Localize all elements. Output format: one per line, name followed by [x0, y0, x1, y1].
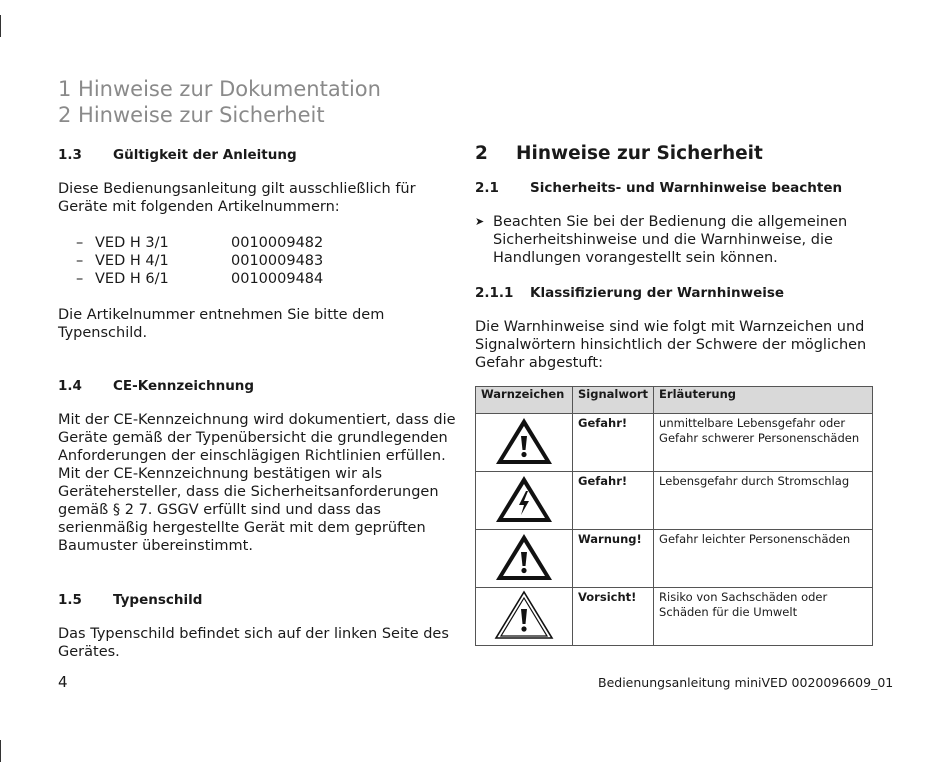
warning-sign-cell: [476, 530, 573, 588]
article-number-note: Die Artikelnummer entnehmen Sie bitte dem Typenschild.: [58, 307, 385, 341]
section-title: Sicherheits- und Warnhinweise beachten: [530, 180, 843, 196]
article-number-list: [58, 234, 458, 288]
section-title: Klassifizierung der Warnhinweise: [530, 285, 785, 301]
section-title: Hinweise zur Sicherheit: [516, 143, 763, 164]
warning-table: [475, 386, 873, 646]
heading-2: [475, 143, 875, 164]
page-number: 4: [58, 673, 68, 691]
outlined-exclamation-warning-icon: [494, 590, 554, 640]
section-title: Typenschild: [113, 592, 203, 608]
arrow-bullet-icon: ➤: [475, 215, 485, 228]
table-row: [476, 414, 873, 472]
exclamation-warning-icon: [494, 532, 554, 582]
section-title: CE-Kennzeichnung: [113, 378, 255, 394]
table-row: [476, 588, 873, 646]
table-row: [476, 530, 873, 588]
section-number: 1.5: [58, 592, 82, 608]
section-number: 2.1: [475, 180, 499, 196]
page-header: [58, 76, 381, 128]
list-item: – VED H 6/1 0010009484: [76, 271, 324, 287]
explanation: unmittelbare Lebensgefahr oder Gefahr schwerer Personenschäden: [654, 414, 873, 472]
column-header: Signalwort: [573, 387, 654, 414]
heading-1-5: [58, 592, 458, 608]
electric-shock-warning-icon: [494, 474, 554, 524]
model-name: VED H 3/1: [95, 235, 169, 251]
left-column: [58, 147, 458, 661]
warning-classification-text: Die Warnhinweise sind wie folgt mit Warnzeichen und Signalwörtern hinsichtlich der Schwere der möglichen Gefahr abgestuft:: [475, 319, 867, 371]
section-number: 2: [475, 143, 488, 164]
warning-sign-cell: [476, 588, 573, 646]
list-item: – VED H 3/1 0010009482: [76, 235, 324, 251]
validity-intro: Diese Bedienungsanleitung gilt ausschließlich für Geräte mit folgenden Artikelnummern:: [58, 181, 416, 215]
document-reference: Bedienungsanleitung miniVED 0020096609_01: [598, 675, 894, 690]
heading-1-3: [58, 147, 458, 163]
right-column: [475, 143, 875, 646]
warning-sign-cell: [476, 472, 573, 530]
type-plate-text: Das Typenschild befindet sich auf der linken Seite des Gerätes.: [58, 626, 449, 660]
section-number: 1.4: [58, 378, 82, 394]
exclamation-warning-icon: [494, 416, 554, 466]
explanation: Gefahr leichter Personenschäden: [654, 530, 873, 588]
explanation: Lebensgefahr durch Stromschlag: [654, 472, 873, 530]
signal-word: Warnung!: [573, 530, 654, 588]
table-row: [476, 472, 873, 530]
section-title: Gültigkeit der Anleitung: [113, 147, 297, 163]
article-number: 0010009482: [231, 235, 324, 251]
column-header: Warnzeichen: [476, 387, 573, 414]
warning-sign-cell: [476, 414, 573, 472]
model-name: VED H 4/1: [95, 253, 169, 269]
table-header-row: [476, 387, 873, 414]
signal-word: Gefahr!: [573, 414, 654, 472]
section-number: 2.1.1: [475, 285, 514, 301]
bullet-text: Beachten Sie bei der Bedienung die allgemeinen Sicherheitshinweise und die Warnhinweise, die Handlungen vorangestellt sein können.: [493, 214, 848, 266]
signal-word: Gefahr!: [573, 472, 654, 530]
header-line-1: 1 Hinweise zur Dokumentation: [58, 77, 381, 101]
model-name: VED H 6/1: [95, 271, 169, 287]
crop-mark-top: [0, 15, 1, 37]
explanation: Risiko von Sachschäden oder Schäden für die Umwelt: [654, 588, 873, 646]
article-number: 0010009484: [231, 271, 324, 287]
crop-mark-bottom: [0, 740, 1, 762]
heading-2-1: [475, 180, 875, 196]
section-number: 1.3: [58, 147, 82, 163]
article-number: 0010009483: [231, 253, 324, 269]
heading-2-1-1: [475, 285, 875, 301]
signal-word: Vorsicht!: [573, 588, 654, 646]
bullet-item: [475, 213, 875, 267]
header-line-2: 2 Hinweise zur Sicherheit: [58, 103, 325, 127]
list-item: – VED H 4/1 0010009483: [76, 253, 324, 269]
column-header: Erläuterung: [654, 387, 873, 414]
ce-text: Mit der CE-Kennzeichnung wird dokumentiert, dass die Geräte gemäß der Typenübersicht die grundlegenden Anforderungen der einschlägigen Richtlinien erfüllen. Mit der CE-Kennzeichnung bestätigen wir als Gerätehersteller, dass die Sicherheitsanforderungen gemäß § 2 7. GSGV erfüllt sind und dass das serienmäßig hergestellte Gerät mit dem geprüften Baumuster übereinstimmt.: [58, 412, 456, 554]
heading-1-4: [58, 378, 458, 394]
